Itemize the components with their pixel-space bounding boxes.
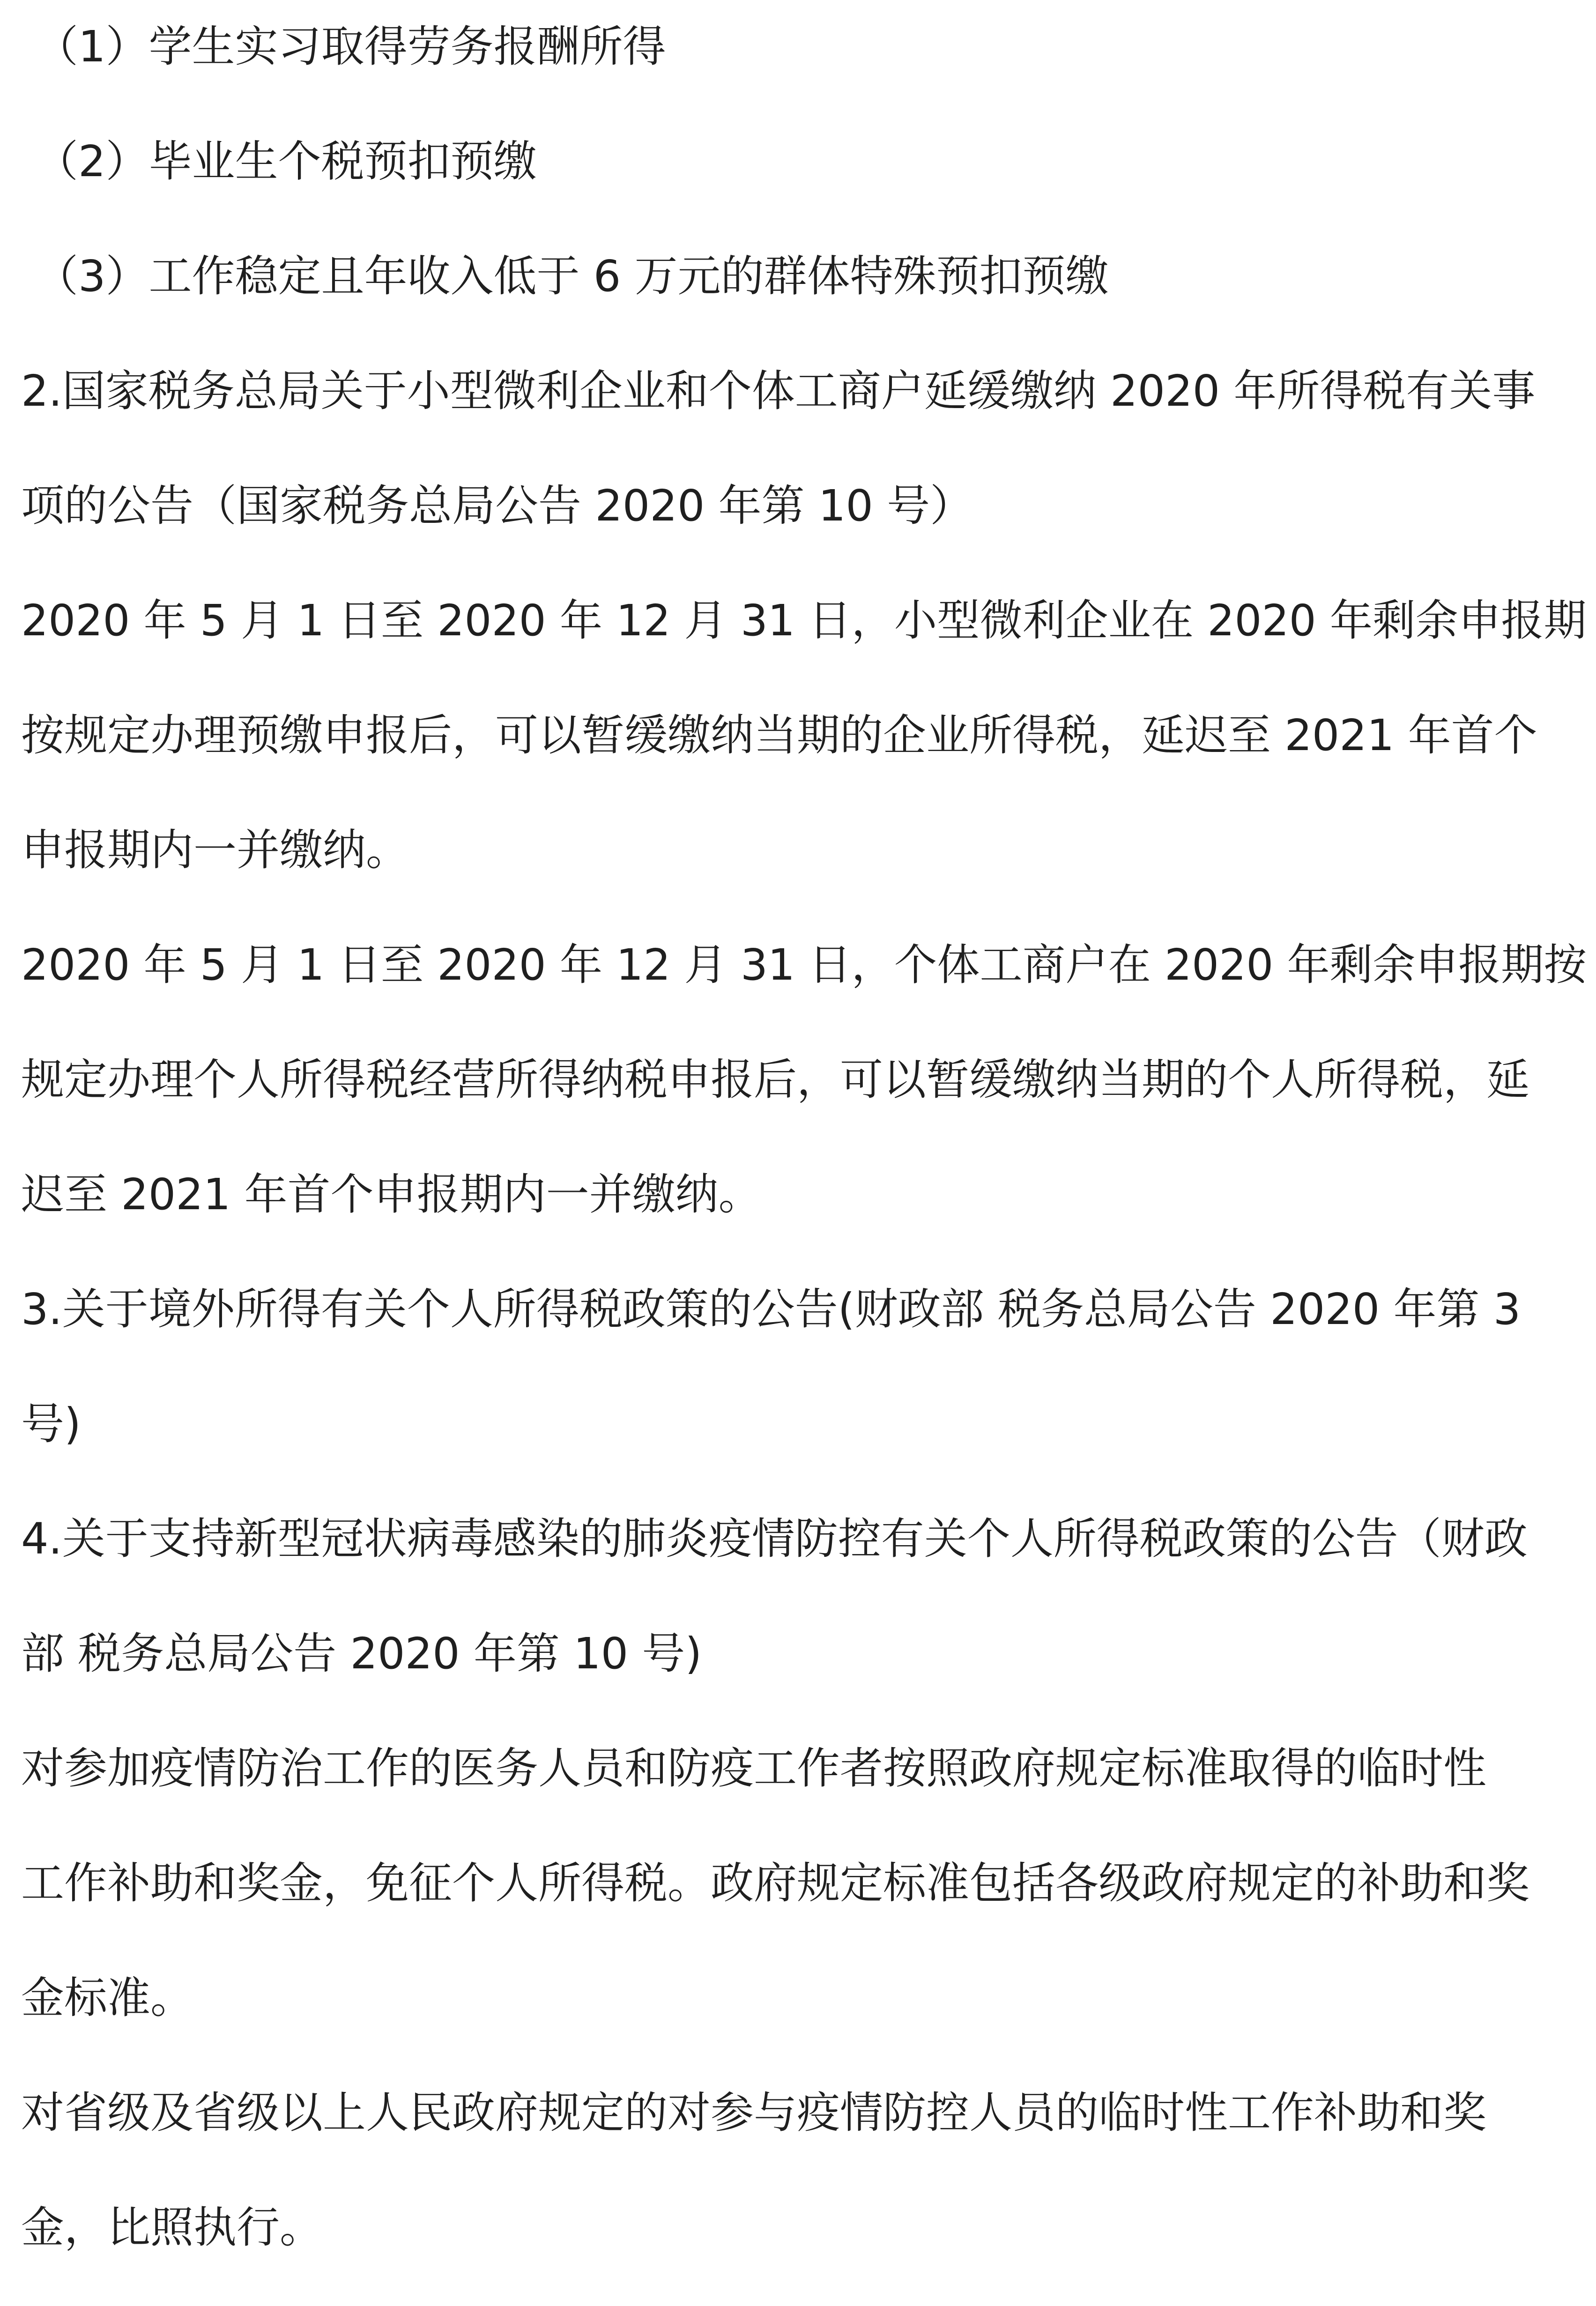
paragraph-individual-business-line-2: 规定办理个人所得税经营所得纳税申报后，可以暂缓缴纳当期的个人所得税，延	[21, 1055, 1530, 1105]
section-4-heading-line-1: 4.关于支持新型冠状病毒感染的肺炎疫情防控有关个人所得税政策的公告（财政	[21, 1514, 1528, 1564]
list-item-3: （3）工作稳定且年收入低于 6 万元的群体特殊预扣预缴	[35, 251, 1109, 301]
section-3-heading-line-1: 3.关于境外所得有关个人所得税政策的公告(财政部 税务总局公告 2020 年第 3	[21, 1284, 1521, 1334]
paragraph-medical-staff-line-2: 工作补助和奖金，免征个人所得税。政府规定标准包括各级政府规定的补助和奖	[21, 1858, 1530, 1908]
list-item-1: （1）学生实习取得劳务报酬所得	[35, 22, 666, 72]
section-2-heading-line-2: 项的公告（国家税务总局公告 2020 年第 10 号）	[21, 481, 973, 531]
list-item-2: （2）毕业生个税预扣预缴	[35, 136, 537, 186]
paragraph-small-enterprise-line-1: 2020 年 5 月 1 日至 2020 年 12 月 31 日，小型微利企业在 2020 年剩余申报期	[21, 595, 1587, 646]
paragraph-medical-staff-line-3: 金标准。	[21, 1973, 194, 2023]
paragraph-small-enterprise-line-2: 按规定办理预缴申报后，可以暂缓缴纳当期的企业所得税，延迟至 2021 年首个	[21, 710, 1537, 760]
paragraph-provincial-line-1: 对省级及省级以上人民政府规定的对参与疫情防控人员的临时性工作补助和奖	[21, 2088, 1487, 2138]
paragraph-small-enterprise-line-3: 申报期内一并缴纳。	[21, 825, 409, 875]
paragraph-individual-business-line-3: 迟至 2021 年首个申报期内一并缴纳。	[21, 1169, 762, 1220]
paragraph-medical-staff-line-1: 对参加疫情防治工作的医务人员和防疫工作者按照政府规定标准取得的临时性	[21, 1743, 1487, 1793]
section-3-heading-line-2: 号)	[21, 1399, 81, 1449]
section-4-heading-line-2: 部 税务总局公告 2020 年第 10 号)	[21, 1629, 702, 1679]
paragraph-provincial-line-2: 金，比照执行。	[21, 2202, 323, 2253]
section-2-heading-line-1: 2.国家税务总局关于小型微利企业和个体工商户延缓缴纳 2020 年所得税有关事	[21, 366, 1536, 416]
paragraph-individual-business-line-1: 2020 年 5 月 1 日至 2020 年 12 月 31 日，个体工商户在 2020 年剩余申报期按	[21, 940, 1587, 990]
